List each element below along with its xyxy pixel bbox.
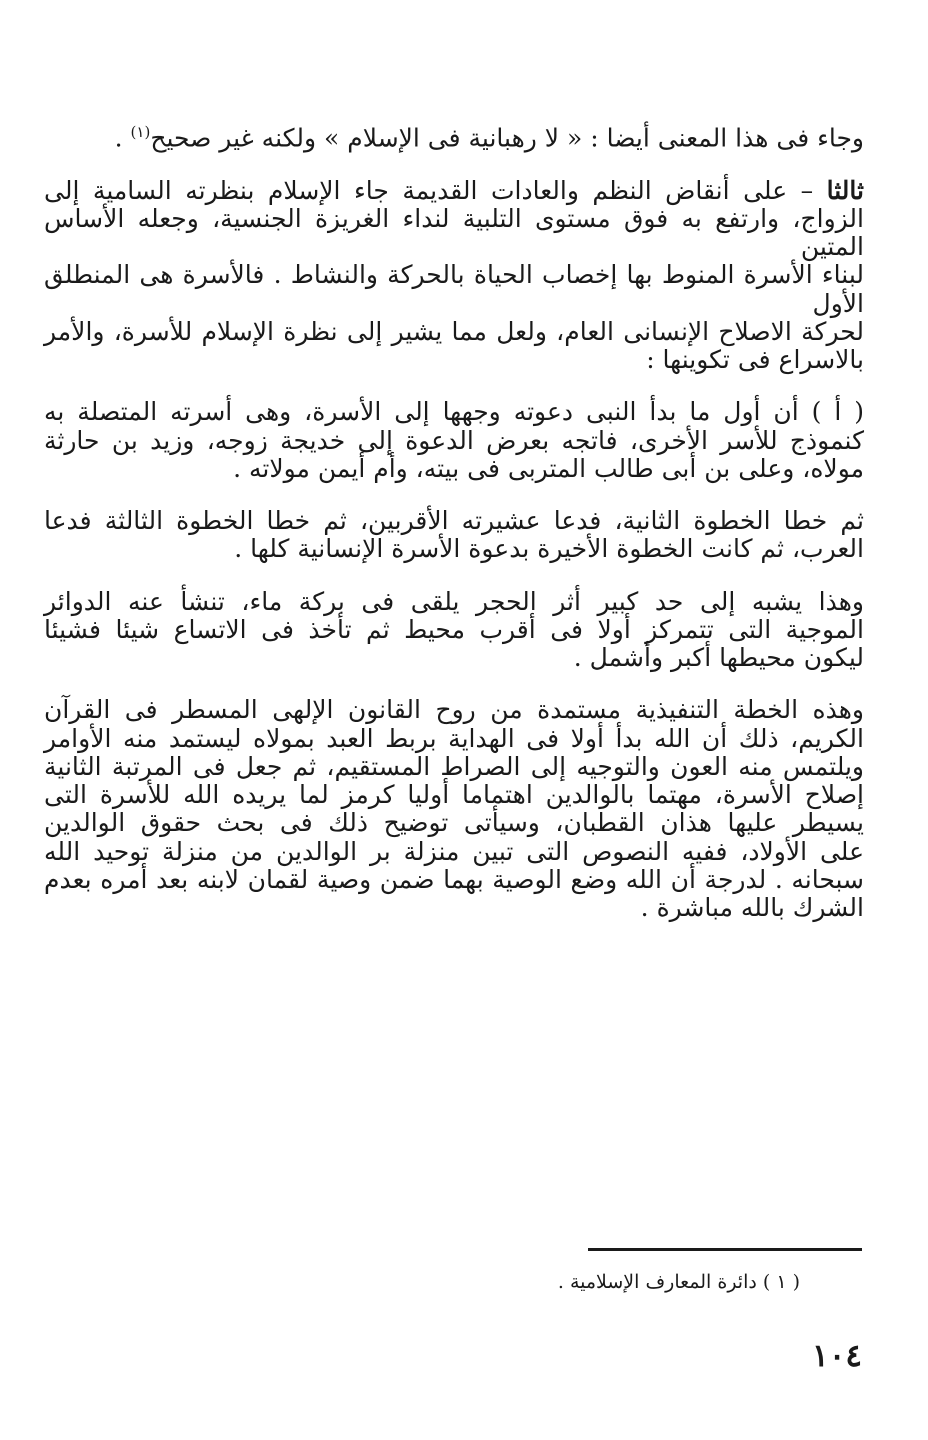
body-text <box>44 118 864 922</box>
text-line: على الأولاد، ففيه النصوص التى تبين منزلة بر الوالدين من منزلة توحيد الله <box>44 836 864 866</box>
text-line: ثم خطا الخطوة الثانية، فدعا عشيرته الأقربين، ثم خطا الخطوة الثالثة فدعا <box>44 506 864 536</box>
text-line: العرب، ثم كانت الخطوة الأخيرة بدعوة الأسرة الإنسانية كلها . <box>234 534 864 564</box>
text-line: ( أ ) أن أول ما بدأ النبى دعوته وجهها إلى الأسرة، وهى أسرته المتصلة به <box>44 397 864 427</box>
page-number: ١٠٤ <box>812 1338 862 1374</box>
paragraph <box>44 696 864 922</box>
text-line: لبناء الأسرة المنوط بها إخصاب الحياة بالحركة والنشاط . فالأسرة هى المنطلق الأول <box>44 260 864 318</box>
lead-word: ثالثا <box>826 175 864 205</box>
text-line: الموجية التى تتمركز أولا فى أقرب محيط ثم تأخذ فى الاتساع شيئا فشيئا <box>44 614 864 644</box>
text-line: بالاسراع فى تكوينها : <box>646 345 864 375</box>
text-line: وهذه الخطة التنفيذية مستمدة من روح القانون الإلهى المسطر فى القرآن <box>44 695 864 725</box>
text-line: كنموذج للأسر الأخرى، فاتجه بعرض الدعوة إلى خديجة زوجه، وزيد بن حارثة <box>44 425 864 455</box>
text-line: يسيطر عليها هذان القطبان، وسيأتى توضيح ذلك فى بحث حقوق الوالدين <box>44 808 864 838</box>
paragraph <box>44 177 864 375</box>
text-line: الكريم، ذلك أن الله بدأ أولا فى الهداية بربط العبد بمولاه ليستمد منه الأوامر <box>44 723 864 753</box>
footnote-divider <box>588 1248 862 1251</box>
text-line: لحركة الاصلاح الإنسانى العام، ولعل مما يشير إلى نظرة الإسلام للأسرة، والأمر <box>44 316 864 346</box>
text-line: ويلتمس منه العون والتوجيه إلى الصراط المستقيم، ثم جعل فى المرتبة الثانية <box>44 751 864 781</box>
footnote: ( ١ ) دائرة المعارف الإسلامية . <box>557 1271 800 1293</box>
text-line: وجاء فى هذا المعنى أيضا : « لا رهبانية فى الإسلام » ولكنه غير صحيح$^{(١)}$ . <box>114 123 864 153</box>
text-line: ليكون محيطها أكبر وأشمل . <box>573 643 864 673</box>
text-line: سبحانه . لدرجة أن الله وضع الوصية بهما ضمن وصية لقمان لابنه بعد أمره بعدم <box>44 864 864 894</box>
text-line: ثالثا – على أنقاض النظم والعادات القديمة جاء الإسلام بنظرته السامية إلى <box>44 175 864 205</box>
text-line: وهذا يشبه إلى حد كبير أثر الحجر يلقى فى بركة ماء، تنشأ عنه الدوائر <box>44 586 864 616</box>
text-line: الزواج، وارتفع به فوق مستوى التلبية لنداء الغريزة الجنسية، وجعله الأساس المتين <box>44 203 864 262</box>
footnote-reference: (١) <box>130 123 151 141</box>
text-line: مولاه، وعلى بن أبى طالب المتربى فى بيته، وأم أيمن مولاته . <box>233 453 864 483</box>
paragraph <box>44 398 864 483</box>
paragraph <box>44 588 864 673</box>
text-line: الشرك بالله مباشرة . <box>640 893 864 923</box>
paragraph <box>44 507 864 564</box>
paragraph <box>44 118 864 153</box>
text-line: إصلاح الأسرة، مهتما بالوالدين اهتماما أوليا كرمز لما يريده الله للأسرة التى <box>44 780 864 810</box>
